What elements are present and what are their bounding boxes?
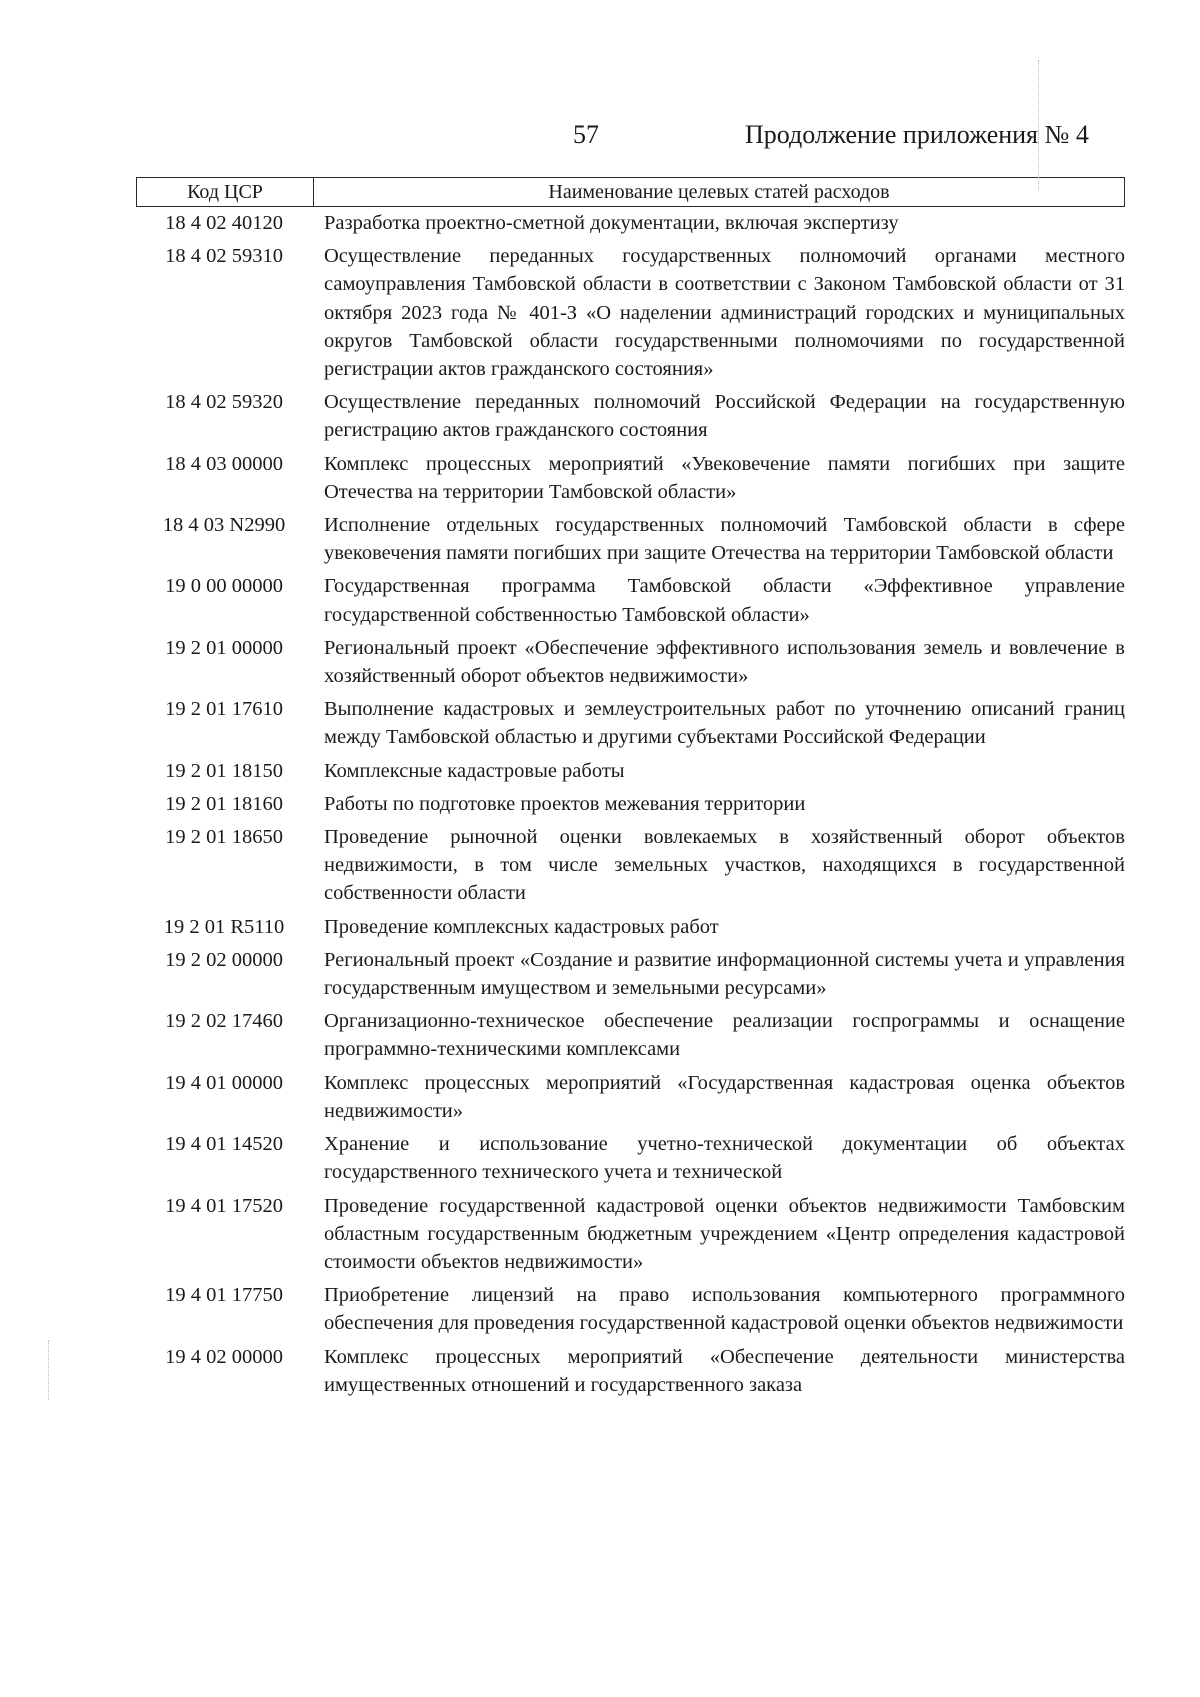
table-row: [136, 695, 1125, 751]
row-code: 19 2 01 17610: [165, 698, 283, 721]
table-row: [136, 1343, 1125, 1399]
row-text: Исполнение отдельных государственных полномочий Тамбовской области в сфере увековечения памяти погибших при защите Отечества на территории Тамбовской области: [324, 514, 1125, 565]
row-text: Приобретение лицензий на право использования компьютерного программного обеспечения для проведения государственной кадастровой оценки объектов недвижимости: [324, 1284, 1125, 1335]
row-code: 19 4 01 14520: [165, 1133, 283, 1156]
row-code: 19 4 01 00000: [165, 1071, 283, 1094]
row-text: Хранение и использование учетно-технической документации об объектах государственного технического учета и технической: [324, 1133, 1125, 1184]
table-row: [136, 1007, 1125, 1063]
row-text: Работы по подготовке проектов межевания территории: [324, 792, 806, 815]
table-row: [136, 1069, 1125, 1125]
row-code: 19 2 02 17460: [165, 1010, 283, 1033]
row-text: Комплексные кадастровые работы: [324, 759, 625, 782]
table-row: [136, 388, 1125, 444]
table-row: [136, 450, 1125, 506]
column-header-name: Наименование целевых статей расходов: [548, 181, 890, 203]
page-number: 57: [573, 120, 599, 149]
table-header: [136, 177, 1125, 207]
row-code: 19 4 01 17750: [165, 1284, 283, 1307]
row-text: Проведение рыночной оценки вовлекаемых в хозяйственный оборот объектов недвижимости, в том числе земельных участков, находящихся в государственной собственности области: [324, 826, 1125, 905]
row-text: Выполнение кадастровых и землеустроительных работ по уточнению описаний границ между Тамбовской областью и другими субъектами Российской Федерации: [324, 698, 1125, 749]
row-code: 19 2 02 00000: [165, 948, 283, 971]
row-text: Осуществление переданных полномочий Российской Федерации на государственную регистрацию актов гражданского состояния: [324, 391, 1125, 442]
table-row: [136, 1130, 1125, 1186]
row-code: 19 4 01 17520: [165, 1194, 283, 1217]
row-code: 19 4 02 00000: [165, 1345, 283, 1368]
table-row: [136, 209, 1125, 237]
table-row: [136, 823, 1125, 908]
table-row: [136, 1281, 1125, 1337]
row-code: 19 2 01 R5110: [163, 915, 285, 938]
row-text: Осуществление переданных государственных полномочий органами местного самоуправления Тамбовской области в соответствии с Законом Тамбовской области от 31 октября 2023 года № 401-З «О наделении администраций городских и муниципальных округов Тамбовской области государственными полномочиями по государственной регистрации актов гражданского состояния»: [324, 245, 1125, 381]
table-row: [136, 1192, 1125, 1277]
row-code: 18 4 03 N2990: [162, 514, 286, 537]
column-header-code: Код ЦСР: [137, 178, 314, 206]
row-text: Региональный проект «Обеспечение эффективного использования земель и вовлечение в хозяйственный оборот объектов недвижимости»: [324, 636, 1125, 688]
expense-table-body: [136, 209, 1125, 1404]
table-row: [136, 790, 1125, 818]
row-text: Организационно-техническое обеспечение реализации госпрограммы и оснащение программно-техническими комплексами: [324, 1010, 1125, 1061]
row-code: 18 4 03 00000: [165, 452, 283, 475]
row-text: Государственная программа Тамбовской области «Эффективное управление государственной собственностью Тамбовской области»: [324, 575, 1125, 626]
row-text: Проведение комплексных кадастровых работ: [324, 915, 719, 938]
row-code: 18 4 02 40120: [165, 212, 283, 234]
table-row: [136, 757, 1125, 785]
table-row: [136, 913, 1125, 941]
scan-artifact-line: [48, 1340, 49, 1400]
row-text: Комплекс процессных мероприятий «Обеспечение деятельности министерства имущественных отношений и государственного заказа: [324, 1345, 1125, 1396]
row-code: 18 4 02 59320: [165, 391, 283, 414]
table-row: [136, 511, 1125, 567]
appendix-title: Продолжение приложения № 4: [745, 120, 1089, 149]
row-code: 19 2 01 18160: [165, 792, 283, 815]
row-text: Проведение государственной кадастровой оценки объектов недвижимости Тамбовским областным государственным бюджетным учреждением «Центр определения кадастровой стоимости объектов недвижимости»: [324, 1194, 1125, 1273]
row-code: 19 2 01 00000: [165, 636, 283, 659]
row-code: 19 2 01 18150: [165, 759, 283, 782]
row-text: Разработка проектно-сметной документации, включая экспертизу: [324, 212, 899, 234]
row-code: 19 0 00 00000: [165, 575, 283, 598]
table-row: [136, 572, 1125, 628]
row-text: Комплекс процессных мероприятий «Увековечение памяти погибших при защите Отечества на территории Тамбовской области»: [324, 452, 1125, 503]
row-text: Региональный проект «Создание и развитие информационной системы учета и управления государственным имуществом и земельными ресурсами»: [324, 948, 1125, 1000]
row-code: 18 4 02 59310: [165, 245, 283, 268]
row-code: 19 2 01 18650: [165, 826, 283, 849]
table-row: [136, 946, 1125, 1002]
table-row: [136, 242, 1125, 383]
table-row: [136, 634, 1125, 690]
scan-artifact-line: [1038, 60, 1039, 190]
row-text: Комплекс процессных мероприятий «Государственная кадастровая оценка объектов недвижимости»: [324, 1071, 1125, 1122]
